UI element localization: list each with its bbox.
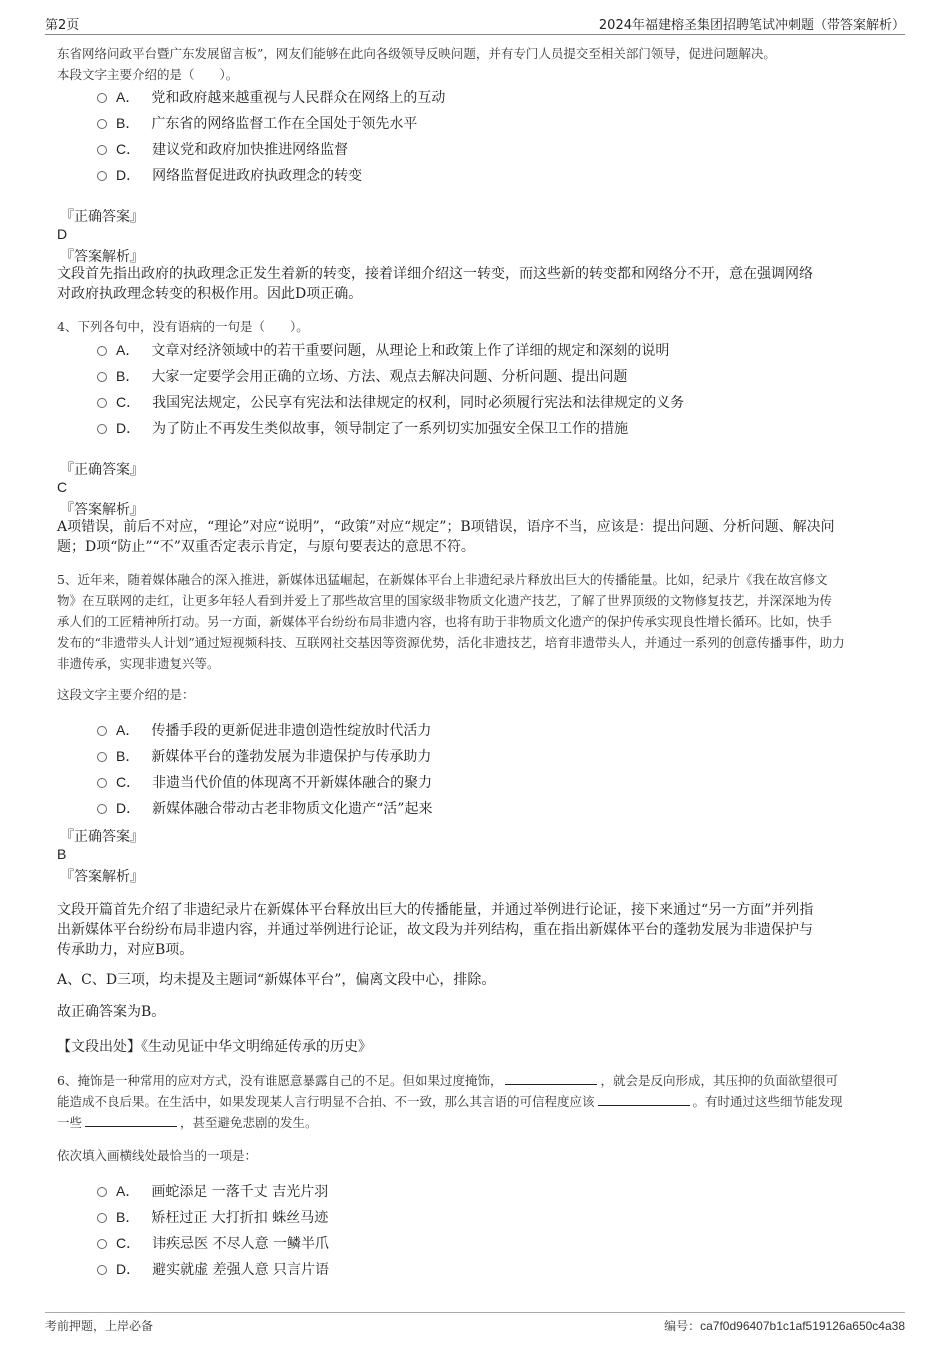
option-letter: B．: [116, 1209, 140, 1225]
q4-analysis-line1: A项错误，前后不对应，“理论”对应“说明”，“政策”对应“规定”；B项错误，语序不当，应该是：提出问题、分析问题、解决问: [57, 519, 835, 535]
q5-analysis-p2: A、C、D三项，均未提及主题词“新媒体平台”，偏离文段中心，排除。: [57, 972, 496, 988]
q5-stem-line: 物》在互联网的走红，让更多年轻人看到并爱上了那些故宫里的国家级非物质文化遗产技艺，了解了世界顶级的文物修复技艺，并深深地为传: [57, 593, 833, 608]
q3-option-a[interactable]: [97, 88, 445, 107]
option-text: 为了防止不再发生类似故事，领导制定了一系列切实加强安全保卫工作的措施: [152, 421, 629, 437]
option-letter: B．: [116, 115, 140, 131]
q5-option-b[interactable]: [97, 747, 431, 766]
page-number: 第2页: [45, 18, 80, 33]
radio-icon[interactable]: [97, 346, 107, 356]
option-letter: B．: [116, 368, 140, 384]
q4-answer: C: [57, 479, 68, 495]
q6-text: 能造成不良后果。在生活中，如果发现某人言行明显不合拍、不一致，那么其言语的可信程度应该: [57, 1094, 595, 1109]
option-text: 新媒体融合带动古老非物质文化遗产“活”起来: [152, 801, 433, 817]
radio-icon[interactable]: [97, 804, 107, 814]
q3-option-d[interactable]: [97, 166, 362, 185]
q6-option-c[interactable]: [97, 1234, 329, 1253]
option-letter: C．: [116, 394, 141, 410]
q5-stem-line: 5、近年来，随着媒体融合的深入推进，新媒体迅猛崛起，在新媒体平台上非遗纪录片释放出巨大的传播能量。比如，纪录片《我在故宫修文: [57, 572, 828, 587]
fill-blank-2: [598, 1093, 690, 1106]
radio-icon[interactable]: [97, 1239, 107, 1249]
q4-option-b[interactable]: [97, 367, 627, 386]
document-title: 2024年福建榕圣集团招聘笔试冲刺题（带答案解析）: [598, 18, 905, 33]
option-text: 广东省的网络监督工作在全国处于领先水平: [151, 116, 418, 132]
q5-analysis-label: 『答案解析』: [60, 869, 144, 885]
radio-icon[interactable]: [97, 752, 107, 762]
document-id: 编号：ca7f0d96407b1c1af519126a650c4a38: [664, 1319, 905, 1333]
q5-analysis-p1: [57, 900, 887, 960]
q4-analysis-label: 『答案解析』: [60, 502, 144, 518]
q6-question: 依次填入画横线处最恰当的一项是：: [57, 1148, 258, 1163]
radio-icon[interactable]: [97, 145, 107, 155]
option-letter: A．: [116, 722, 140, 738]
radio-icon[interactable]: [97, 726, 107, 736]
q6-option-d[interactable]: [97, 1260, 329, 1279]
q5-stem-line: 发布的“非遗带头人计划”通过短视频科技、互联网社交基因等资源优势，活化非遗技艺，培育非遗带头人，并通过一系列的创意传播事件，助力: [57, 635, 845, 650]
q3-answer: D: [57, 226, 68, 242]
option-letter: D．: [116, 800, 141, 816]
fill-blank-3: [85, 1114, 177, 1127]
option-text: 建议党和政府加快推进网络监督: [152, 142, 349, 158]
q6-text: ，甚至避免悲剧的发生。: [180, 1115, 318, 1130]
option-letter: D．: [116, 167, 141, 183]
q5-stem: [57, 569, 902, 674]
option-letter: A．: [116, 342, 140, 358]
q4-stem: 4、下列各句中，没有语病的一句是（ ）。: [57, 319, 309, 334]
q6-text: 6、掩饰是一种常用的应对方式，没有谁愿意暴露自己的不足。但如果过度掩饰，: [57, 1073, 503, 1088]
option-text: 传播手段的更新促进非遗创造性绽放时代活力: [151, 723, 432, 739]
q3-intro: [57, 43, 897, 85]
option-letter: D．: [116, 1261, 141, 1277]
option-text: 党和政府越来越重视与人民群众在网络上的互动: [151, 90, 446, 106]
q5-answer-label: 『正确答案』: [60, 829, 144, 845]
option-letter: D．: [116, 420, 141, 436]
option-text: 文章对经济领域中的若干重要问题，从理论上和政策上作了详细的规定和深刻的说明: [151, 343, 670, 359]
radio-icon[interactable]: [97, 372, 107, 382]
q5-stem-line: 非遗传承，实现非遗复兴等。: [57, 656, 220, 671]
q4-analysis-line2: 题；D项“防止”“不”双重否定表示肯定，与原句要表达的意思不符。: [57, 539, 475, 555]
q5-source: 【文段出处】《生动见证中华文明绵延传承的历史》: [57, 1039, 372, 1055]
page-header: [45, 14, 905, 35]
q4-answer-label: 『正确答案』: [60, 462, 144, 478]
page-footer: [45, 1312, 905, 1337]
radio-icon[interactable]: [97, 93, 107, 103]
q3-option-c[interactable]: [97, 140, 348, 159]
q6-option-b[interactable]: [97, 1208, 328, 1227]
radio-icon[interactable]: [97, 398, 107, 408]
q5-option-d[interactable]: [97, 799, 432, 818]
fill-blank-1: [505, 1072, 597, 1085]
option-text: 避实就虚 差强人意 只言片语: [152, 1262, 330, 1278]
radio-icon[interactable]: [97, 778, 107, 788]
option-text: 非遗当代价值的体现离不开新媒体融合的聚力: [152, 775, 433, 791]
q6-stem-line3: [57, 1112, 902, 1133]
q6-stem: [57, 1070, 902, 1133]
option-text: 大家一定要学会用正确的立场、方法、观点去解决问题、分析问题、提出问题: [151, 369, 628, 385]
q3-analysis-line2: 对政府执政理念转变的积极作用。因此D项正确。: [57, 286, 363, 302]
q5-analysis-p3: 故正确答案为B。: [57, 1004, 166, 1020]
option-letter: C．: [116, 774, 141, 790]
q6-text: 。有时通过这些细节能发现: [692, 1094, 843, 1109]
q5-analysis-line: 传承助力，对应B项。: [57, 942, 194, 958]
q4-option-c[interactable]: [97, 393, 684, 412]
q5-answer: B: [57, 846, 67, 862]
q5-question: 这段文字主要介绍的是：: [57, 687, 195, 702]
q6-text: 一些: [57, 1115, 83, 1130]
option-text: 画蛇添足 一落千丈 吉光片羽: [151, 1184, 329, 1200]
q4-analysis: [57, 517, 887, 557]
q4-option-d[interactable]: [97, 419, 628, 438]
radio-icon[interactable]: [97, 1187, 107, 1197]
radio-icon[interactable]: [97, 171, 107, 181]
q5-analysis-line: 出新媒体平台纷纷布局非遗内容，并通过举例进行论证，故文段为并列结构，重在指出新媒体平台的蓬勃发展为非遗保护与: [57, 922, 813, 938]
q5-stem-line: 承人们的工匠精神所打动。另一方面，新媒体平台纷纷布局非遗内容，也将有助于非物质文化遗产的保护传承实现良性增长循环。比如，快手: [57, 614, 833, 629]
q4-option-a[interactable]: [97, 341, 669, 360]
radio-icon[interactable]: [97, 1213, 107, 1223]
q3-analysis-line1: 文段首先指出政府的执政理念正发生着新的转变，接着详细介绍这一转变，而这些新的转变都和网络分不开，意在强调网络: [57, 266, 813, 282]
option-text: 我国宪法规定，公民享有宪法和法律规定的权利，同时必须履行宪法和法律规定的义务: [152, 395, 685, 411]
option-text: 网络监督促进政府执政理念的转变: [152, 168, 363, 184]
q6-stem-line2: [57, 1091, 902, 1112]
option-letter: C．: [116, 1235, 141, 1251]
option-letter: C．: [116, 141, 141, 157]
option-letter: A．: [116, 89, 140, 105]
q3-analysis: [57, 264, 887, 304]
q3-intro-line1: 东省网络问政平台暨广东发展留言板”，网友们能够在此向各级领导反映问题，并有专门人员提交至相关部门领导，促进问题解决。: [57, 46, 776, 61]
q3-intro-line2: 本段文字主要介绍的是（ ）。: [57, 67, 239, 82]
option-letter: A．: [116, 1183, 140, 1199]
option-text: 新媒体平台的蓬勃发展为非遗保护与传承助力: [151, 749, 432, 765]
q6-stem-line1: [57, 1070, 902, 1091]
radio-icon[interactable]: [97, 119, 107, 129]
q3-answer-label: 『正确答案』: [60, 209, 144, 225]
option-text: 矫枉过正 大打折扣 蛛丝马迹: [151, 1210, 329, 1226]
q3-option-b[interactable]: [97, 114, 417, 133]
q5-option-c[interactable]: [97, 773, 432, 792]
q5-option-a[interactable]: [97, 721, 431, 740]
q3-analysis-label: 『答案解析』: [60, 249, 144, 265]
option-text: 讳疾忌医 不尽人意 一鳞半爪: [152, 1236, 330, 1252]
footer-slogan: 考前押题，上岸必备: [45, 1319, 154, 1333]
option-letter: B．: [116, 748, 140, 764]
q6-text: ，就会是反向形成，其压抑的负面欲望很可: [600, 1073, 838, 1088]
q6-option-a[interactable]: [97, 1182, 328, 1201]
radio-icon[interactable]: [97, 1265, 107, 1275]
radio-icon[interactable]: [97, 424, 107, 434]
q5-analysis-line: 文段开篇首先介绍了非遗纪录片在新媒体平台释放出巨大的传播能量，并通过举例进行论证，接下来通过“另一方面”并列指: [57, 902, 814, 918]
